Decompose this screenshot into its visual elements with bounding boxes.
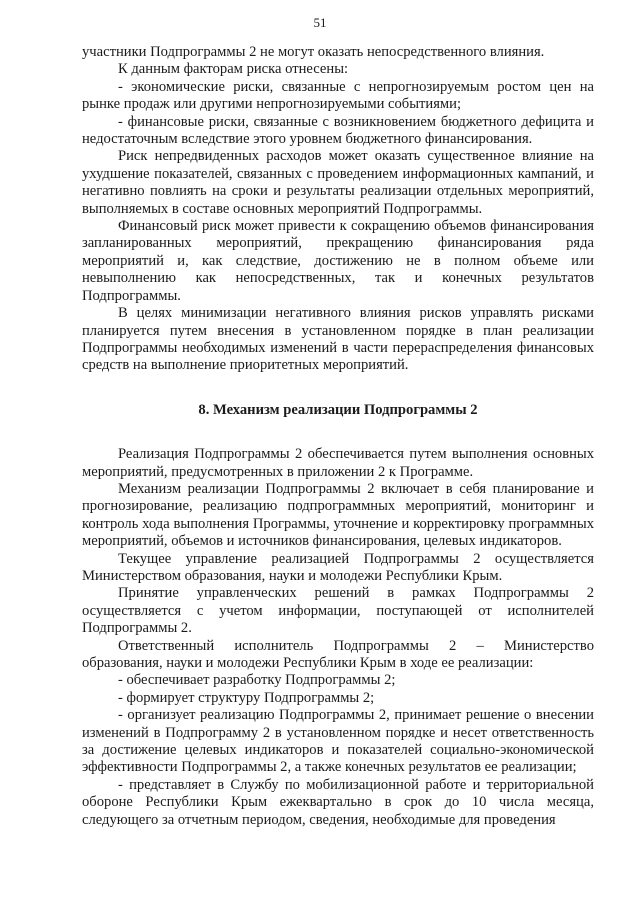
paragraph: Реализация Подпрограммы 2 обеспечивается путем выполнения основных мероприятий, предусмотренных в приложении 2 к Программе. <box>82 446 594 480</box>
paragraph: Финансовый риск может привести к сокращению объемов финансирования запланированных мероприятий, прекращению финансирования ряда мероприятий и, как следствие, достижению не в полном объеме или невыполнению как непосредственных, так и конечных результатов Подпрограммы. <box>82 218 594 304</box>
section-8-text <box>82 446 594 829</box>
paragraph: - экономические риски, связанные с непрогнозируемым ростом цен на рынке продаж или другими непрогнозируемыми событиями; <box>82 78 594 113</box>
paragraph: К данным факторам риска отнесены: <box>118 61 349 78</box>
paragraph: - организует реализацию Подпрограммы 2, принимает решение о внесении изменений в Подпрограмму 2 в установленном порядке и несет ответственность за достижение целевых индикаторов и показателей социально-экономической эффективности Подпрограммы 2, а также конечных результатов ее реализации; <box>82 707 594 776</box>
section-7-text <box>82 44 594 375</box>
paragraph: участники Подпрограммы 2 не могут оказать непосредственного влияния. <box>82 44 545 60</box>
paragraph: - представляет в Службу по мобилизационной работе и территориальной обороне Республики Крым ежеквартально в срок до 10 числа месяца, следующего за отчетным периодом, сведения, необходимые для проведения <box>82 776 594 828</box>
paragraph: Механизм реализации Подпрограммы 2 включает в себя планирование и прогнозирование, реализацию подпрограммных мероприятий, мониторинг и контроль хода выполнения Программы, уточнение и корректировку программных мероприятий, объемов и источников финансирования, целевых индикаторов. <box>82 480 594 550</box>
page-number: 51 <box>313 15 327 30</box>
paragraph: - обеспечивает разработку Подпрограммы 2; <box>118 672 396 689</box>
paragraph: Ответственный исполнитель Подпрограммы 2 – Министерство образования, науки и молодежи Республики Крым в ходе ее реализации: <box>82 637 594 671</box>
paragraph: - формирует структуру Подпрограммы 2; <box>118 689 375 706</box>
paragraph: Риск непредвиденных расходов может оказать существенное влияние на ухудшение показателей, связанных с проведением информационных кампаний, и негативно повлиять на сроки и результаты реализации отдельных мероприятий, выполняемых в составе основных мероприятий Подпрограммы. <box>82 148 594 217</box>
paragraph: Принятие управленческих решений в рамках Подпрограммы 2 осуществляется с учетом информации, поступающей от исполнителей Подпрограммы 2. <box>82 585 594 637</box>
paragraph: В целях минимизации негативного влияния рисков управлять рисками планируется путем внесения в установленном порядке в план реализации Подпрограммы необходимых изменений в части перераспределения финансовых средств на выполнение приоритетных мероприятий. <box>82 305 594 374</box>
page-content <box>82 44 594 829</box>
paragraph: Текущее управление реализацией Подпрограммы 2 осуществляется Министерством образования, науки и молодежи Республики Крым. <box>82 550 594 584</box>
section-heading: 8. Механизм реализации Подпрограммы 2 <box>198 401 478 418</box>
paragraph: - финансовые риски, связанные с возникновением бюджетного дефицита и недостаточным вследствие этого уровнем бюджетного финансирования. <box>82 113 594 148</box>
